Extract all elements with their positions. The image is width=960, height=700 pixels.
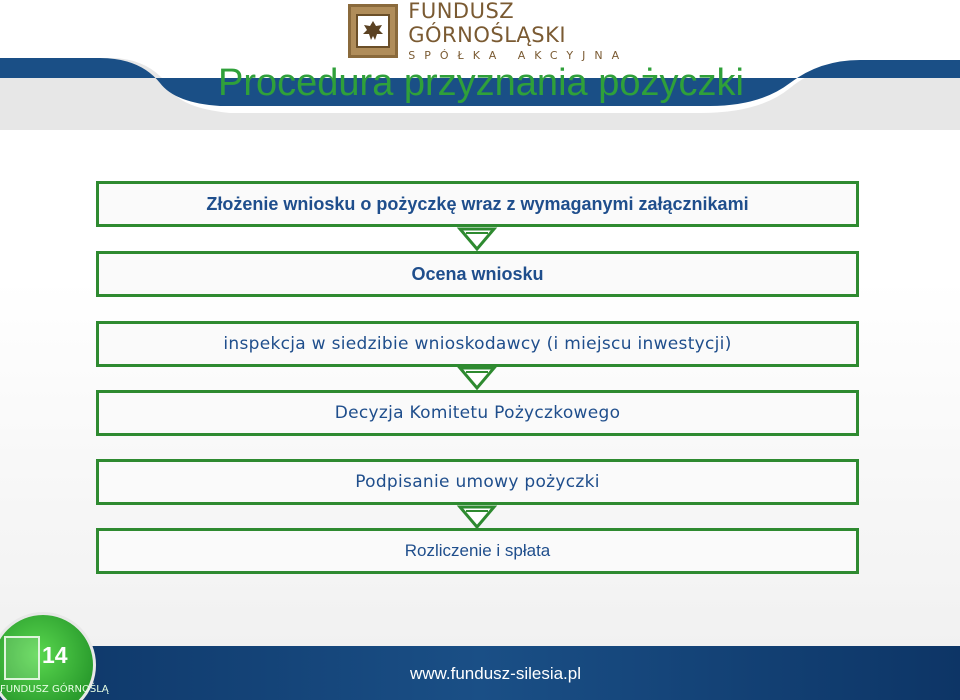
logo-title: FUNDUSZ GÓRNOŚLĄSKI xyxy=(408,0,567,47)
step-label: Decyzja Komitetu Pożyczkowego xyxy=(334,403,621,423)
step-label: inspekcja w siedzibie wnioskodawcy (i miejscu inwestycji) xyxy=(223,334,732,354)
step-label: Podpisanie umowy pożyczki xyxy=(355,472,600,492)
step-label: Rozliczenie i spłata xyxy=(404,541,551,560)
step-label: Ocena wniosku xyxy=(411,263,544,284)
step-box-inspection xyxy=(96,321,859,367)
company-logo xyxy=(348,2,648,60)
page-number: 14 xyxy=(42,642,68,668)
arrow-down-icon xyxy=(456,505,498,529)
logo-subtitle: SPÓŁKA AKCYJNA xyxy=(408,49,629,62)
step-box-contract-signing xyxy=(96,459,859,505)
step-box-settlement xyxy=(96,528,859,574)
badge-logo-icon xyxy=(4,636,40,680)
slide-title: Procedura przyznania pożyczki xyxy=(218,62,744,104)
eagle-logo-icon xyxy=(348,4,398,58)
step-label: Złożenie wniosku o pożyczkę wraz z wymaganymi załącznikami xyxy=(206,193,749,214)
arrow-down-icon xyxy=(456,227,498,251)
step-box-application xyxy=(96,181,859,227)
badge-text: FUNDUSZ GÓRNOŚLĄ xyxy=(0,684,109,695)
arrow-down-icon xyxy=(456,366,498,390)
step-box-committee-decision xyxy=(96,390,859,436)
website-link[interactable]: www.fundusz-silesia.pl xyxy=(410,664,582,683)
step-box-evaluation xyxy=(96,251,859,297)
